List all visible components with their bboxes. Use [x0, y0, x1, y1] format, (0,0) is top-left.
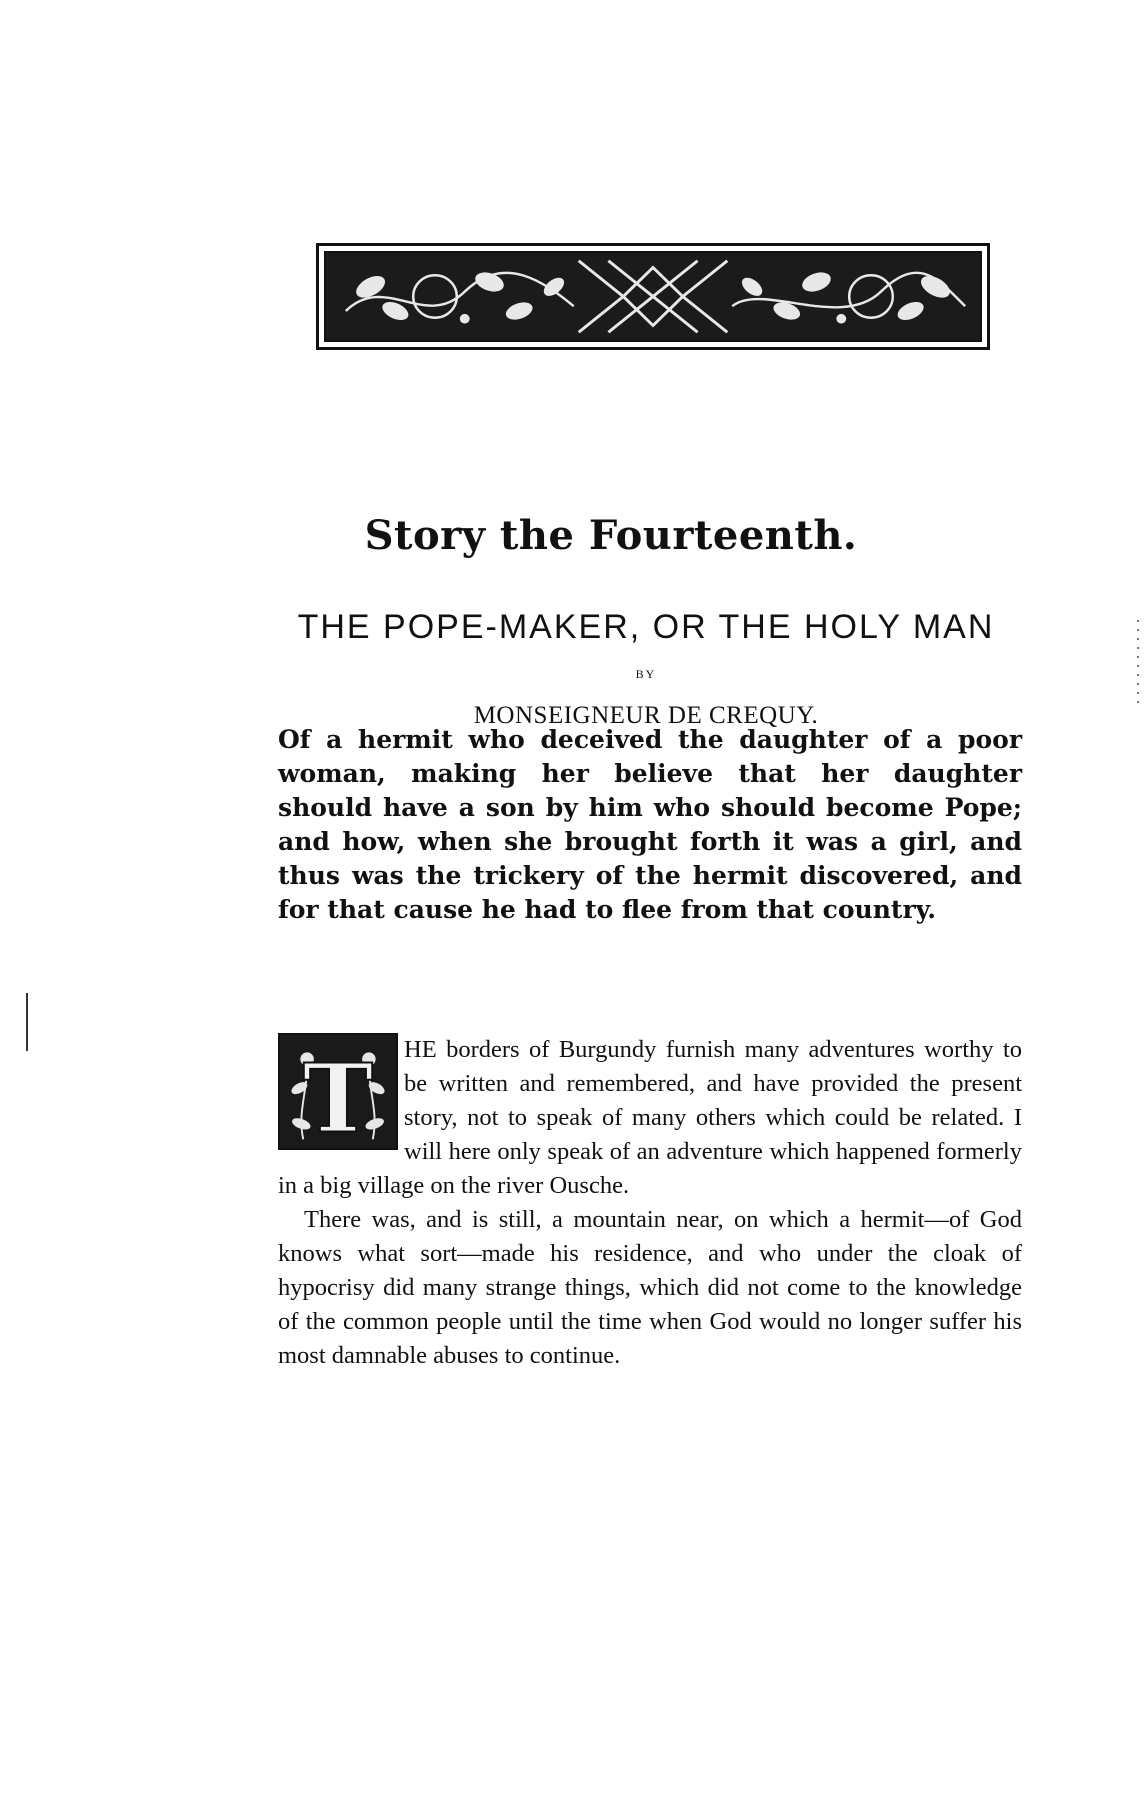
paragraph-1-text: HE borders of Burgundy furnish many adventures worthy to be written and remembered, and have provided the present story, not to speak of many others which could be related. I will here only speak of an adventure which happened formerly in a big village on the river Ousche. — [278, 1036, 1022, 1199]
oak-leaf-ornament-icon — [326, 253, 980, 340]
story-body — [278, 1033, 1022, 1373]
decorative-header-banner — [316, 243, 990, 350]
floral-initial-icon — [280, 1035, 396, 1148]
scan-edge-mark — [26, 993, 28, 1051]
tale-title: THE POPE-MAKER, OR THE HOLY MAN — [297, 608, 995, 646]
chapter-summary: Of a hermit who deceived the daughter of a poor woman, making her believe that her daughter should have a son by him who should become Pope; and how, when she brought forth it was a girl, and thus was the trickery of the hermit discovered, and for that cause he had to flee from that country. — [278, 725, 1022, 924]
by-line: BY — [635, 667, 657, 681]
author-name: MONSEIGNEUR DE CREQUY. — [473, 702, 819, 729]
scan-dots — [1137, 620, 1139, 710]
paragraph-1 — [278, 1033, 1022, 1203]
dropcap-initial — [278, 1033, 398, 1150]
story-number-heading: Story the Fourteenth. — [364, 512, 858, 559]
paragraph-2: There was, and is still, a mountain near, on which a hermit—of God knows what sort—made his residence, and who under the cloak of hypocrisy did many strange things, which did not come to the knowledge of the common people until the time when God would no longer suffer his most damnable abuses to continue. — [278, 1206, 1022, 1369]
dropcap-letter: T — [302, 1043, 374, 1148]
